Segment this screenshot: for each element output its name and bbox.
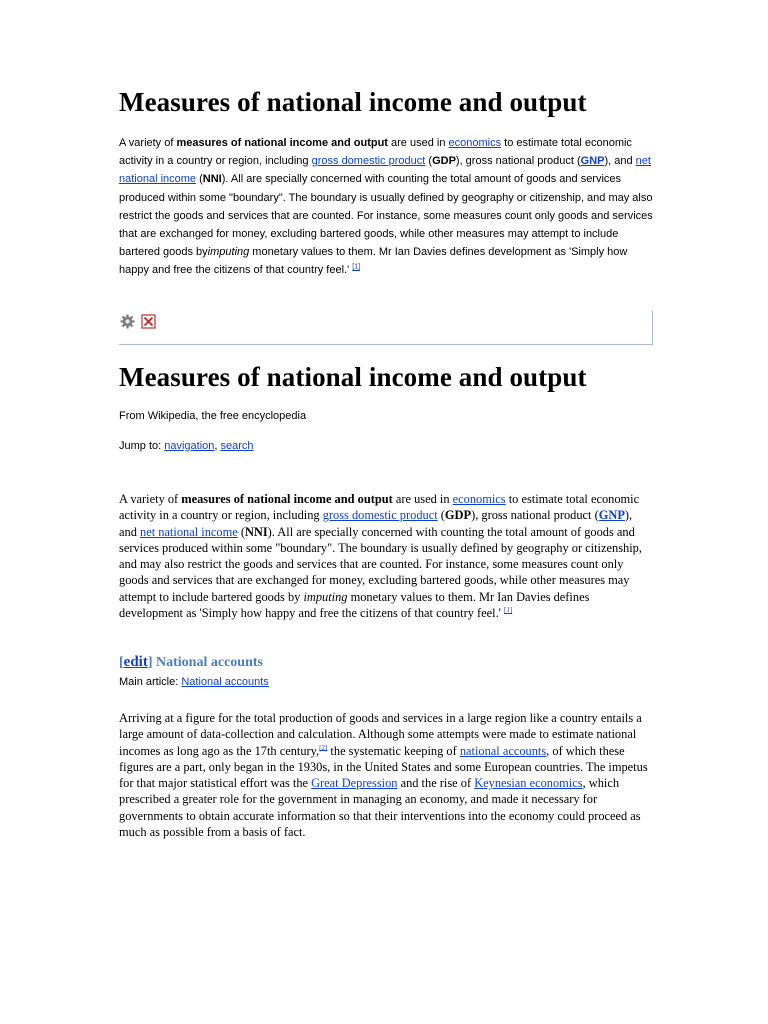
reference-link[interactable]: [1] xyxy=(504,605,513,614)
text: monetary values to them. Mr Ian Davies defines development as 'Simply how happy and free the citizens of that country feel.' xyxy=(119,246,628,277)
embedded-object-toolbar xyxy=(119,311,653,345)
text: ), gross national product ( xyxy=(455,155,581,168)
text: ). All are specially concerned with counting the total amount of goods and services produced within some "boundary". The boundary is usually defined by geography or citizenship, and may also restrict the goods and services that are counted. For instance, some measures count only goods and services that are exchanged for money, excluding bartered goods, while other measures may attempt to include bartered goods by xyxy=(119,524,642,604)
text: Main article: xyxy=(119,676,182,688)
text: ), and xyxy=(119,508,633,539)
bold-term: NNI xyxy=(244,524,268,539)
link-gdp[interactable]: gross domestic product xyxy=(322,508,438,523)
link-keynesian-economics[interactable]: Keynesian economics xyxy=(474,776,583,791)
section-title: National accounts xyxy=(152,655,263,670)
bold-term: measures of national income and output xyxy=(181,492,393,506)
text: ( xyxy=(196,173,203,186)
text: are used in xyxy=(392,492,453,506)
article-intro-paragraph xyxy=(119,491,649,621)
text: monetary values to them. Mr Ian Davies defines development as 'Simply how happy and free the citizens of that country feel.' xyxy=(119,589,590,621)
text: A variety of xyxy=(119,492,182,506)
link-gnp[interactable]: GNP xyxy=(580,155,605,168)
link-great-depression[interactable]: Great Depression xyxy=(311,776,398,791)
bold-term: measures of national income and output xyxy=(176,137,388,149)
jump-to-links xyxy=(119,440,254,452)
bold-term: NNI xyxy=(202,173,222,186)
text: , which prescribed a greater role for the government in managing an economy, and made it necessary for governments to obtain accurate information so that their interventions into the economy could proceed as much as possible from a basis of fact. xyxy=(119,776,641,840)
text: the systematic keeping of xyxy=(327,743,460,758)
link-nni[interactable]: net national income xyxy=(140,524,238,539)
link-national-accounts[interactable]: national accounts xyxy=(459,743,547,758)
text: to estimate total economic activity in a country or region, including xyxy=(119,137,632,168)
reference-link[interactable]: [2] xyxy=(319,743,328,752)
link-economics[interactable]: economics xyxy=(452,492,506,506)
text: ), and xyxy=(604,155,636,168)
source-note: From Wikipedia, the free encyclopedia xyxy=(119,410,307,422)
text: ( xyxy=(437,508,445,523)
intro-paragraph xyxy=(119,134,659,280)
text: ( xyxy=(237,524,245,539)
text: are used in xyxy=(387,137,449,149)
link-economics[interactable]: economics xyxy=(448,137,502,149)
text: ( xyxy=(425,155,433,168)
link-search[interactable]: search xyxy=(220,440,254,452)
text: Arriving at a figure for the total production of goods and services in a large region like a country entails a large amount of data-collection and calculation. Although some attempts were made to estimate national incomes as long ago as the 17th century, xyxy=(119,711,642,758)
link-national-accounts[interactable]: National accounts xyxy=(181,676,269,688)
reference-link[interactable]: [1] xyxy=(352,263,361,271)
main-article-note xyxy=(119,676,269,688)
bold-term: GDP xyxy=(432,155,456,168)
text: ), gross national product ( xyxy=(471,508,599,523)
section-heading xyxy=(119,654,263,671)
text: and the rise of xyxy=(397,776,475,791)
text: Jump to: xyxy=(119,440,165,452)
text: to estimate total economic activity in a country or region, including xyxy=(119,492,640,523)
text: , xyxy=(214,440,221,452)
italic-term: imputing xyxy=(207,246,250,259)
text: , of which these figures are a part, only began in the 1930s, in the United States and some European countries. The impetus for that major statistical effort was the xyxy=(119,743,648,791)
page-title: Measures of national income and output xyxy=(119,87,587,117)
section-paragraph xyxy=(119,710,649,840)
edit-link[interactable]: edit xyxy=(123,654,148,670)
link-gdp[interactable]: gross domestic product xyxy=(311,155,426,168)
bold-term: GDP xyxy=(444,508,472,523)
link-navigation[interactable]: navigation xyxy=(164,440,215,452)
link-gnp[interactable]: GNP xyxy=(598,508,625,523)
gear-icon[interactable] xyxy=(120,314,135,329)
text: A variety of xyxy=(119,137,177,149)
link-nni[interactable]: net national income xyxy=(119,155,651,186)
text: ] xyxy=(147,655,153,670)
close-icon[interactable] xyxy=(141,314,156,329)
text: ). All are specially concerned with counting the total amount of goods and services produced within some "boundary". The boundary is usually defined by geography or citizenship, and may also restrict the goods and services that are counted. For instance, some measures count only goods and services that are exchanged for money, excluding bartered goods, while other measures may attempt to include bartered goods by xyxy=(119,173,653,259)
text: [ xyxy=(119,655,124,670)
italic-term: imputing xyxy=(303,589,348,604)
article-title: Measures of national income and output xyxy=(119,362,587,392)
